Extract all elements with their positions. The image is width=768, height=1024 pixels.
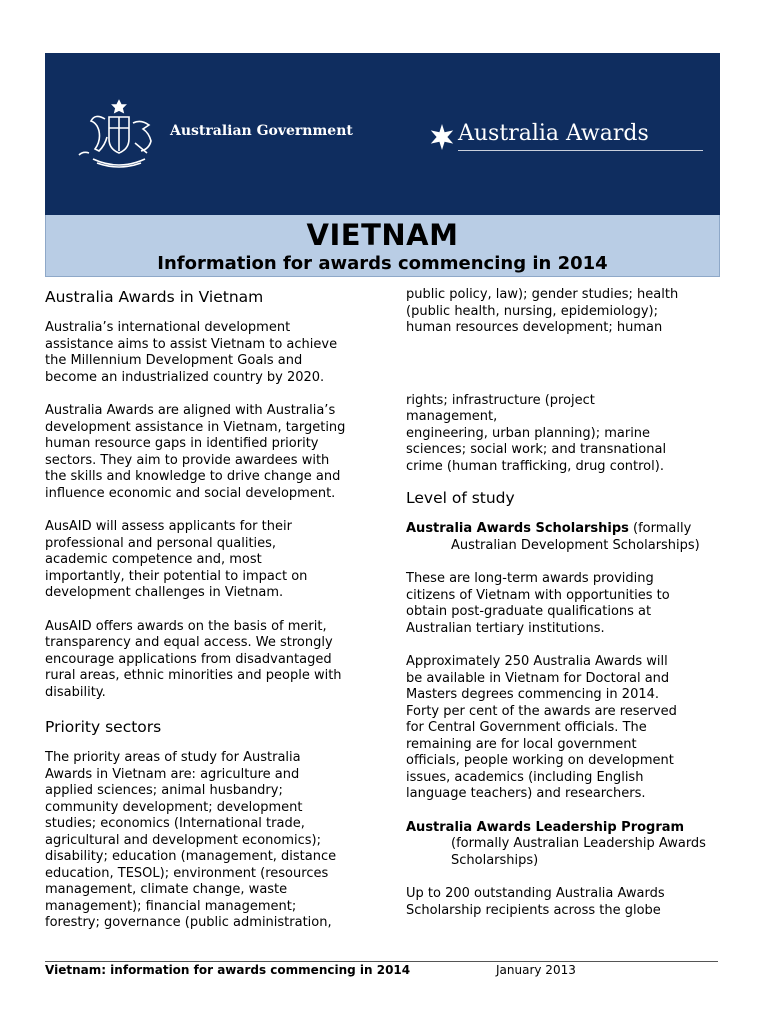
left-column bbox=[45, 288, 375, 949]
awards-name: Australia Awards bbox=[458, 121, 649, 146]
awards-underline bbox=[458, 150, 703, 151]
title-band bbox=[45, 215, 720, 277]
page-title: VIETNAM bbox=[306, 218, 459, 252]
government-name: Australian Government bbox=[170, 123, 353, 139]
footer-date: January 2013 bbox=[496, 963, 576, 977]
footer-divider bbox=[45, 961, 718, 962]
aas-title: Australia Awards Scholarships bbox=[406, 521, 629, 536]
paragraph-ausaid-assess: AusAID will assess applicants for their professional and personal qualities, academic competence and, most importantly, their potential to impact on development challenges in Vietnam. bbox=[45, 519, 308, 600]
paragraph-alp bbox=[406, 820, 731, 870]
alp-former-name: (formally Australian Leadership Awards Scholarships) bbox=[451, 836, 706, 868]
heading-priority-sectors: Priority sectors bbox=[45, 718, 162, 736]
aas-former-name: Australian Development Scholarships) bbox=[451, 537, 700, 553]
footer-title: Vietnam: information for awards commencing in 2014 bbox=[45, 963, 411, 977]
alp-title: Australia Awards Leadership Program bbox=[406, 819, 685, 835]
paragraph-development-assistance: Australia’s international development assistance aims to assist Vietnam to achieve the Millennium Development Goals and become an industrialized country by 2020. bbox=[45, 320, 338, 385]
right-column bbox=[406, 287, 731, 936]
paragraph-priority-continued-1: public policy, law); gender studies; health (public health, nursing, epidemiology); human resources development; human bbox=[406, 287, 679, 335]
page-subtitle: Information for awards commencing in 2014 bbox=[157, 253, 608, 274]
heading-australia-awards-in-vietnam: Australia Awards in Vietnam bbox=[45, 288, 264, 306]
australia-awards-logo bbox=[428, 119, 708, 159]
heading-level-of-study: Level of study bbox=[406, 489, 515, 507]
paragraph-priority-continued-2: rights; infrastructure (project management, engineering, urban planning); marine sciences; social work; and transnational crime (human trafficking, drug control). bbox=[406, 392, 667, 474]
paragraph-aas bbox=[406, 521, 731, 554]
aas-formally: (formally bbox=[628, 521, 692, 536]
header-banner bbox=[45, 53, 720, 215]
star-icon bbox=[428, 123, 456, 151]
paragraph-priority-areas: The priority areas of study for Australia Awards in Vietnam are: agriculture and applied sciences; animal husbandry; community development; development studies; economics (International trade, agricultural and development economics); disability; education (management, distance education, TESOL); environment (resources management, climate change, waste management); financial management; forestry; governance (public administration, bbox=[45, 750, 337, 930]
paragraph-up-to-200: Up to 200 outstanding Australia Awards Scholarship recipients across the globe bbox=[406, 886, 665, 918]
paragraph-long-term-awards: These are long-term awards providing citizens of Vietnam with opportunities to obtain post-graduate qualifications at Australian tertiary institutions. bbox=[406, 571, 670, 636]
australian-government-logo bbox=[75, 97, 353, 172]
coat-of-arms-icon bbox=[75, 97, 163, 172]
paragraph-awards-aligned: Australia Awards are aligned with Australia’s development assistance in Vietnam, targeting human resource gaps in identified priority sectors. They aim to provide awardees with the skills and knowledge to drive change and influence economic and social development. bbox=[45, 403, 346, 501]
paragraph-approximately-250: Approximately 250 Australia Awards will be available in Vietnam for Doctoral and Masters degrees commencing in 2014. Forty per cent of the awards are reserved for Central Government officials. The remaining are for local government officials, people working on development issues, academics (including English language teachers) and researchers. bbox=[406, 654, 677, 801]
paragraph-ausaid-offers: AusAID offers awards on the basis of merit, transparency and equal access. We strongly encourage applications from disadvantaged rural areas, ethnic minorities and people with disability. bbox=[45, 618, 342, 700]
